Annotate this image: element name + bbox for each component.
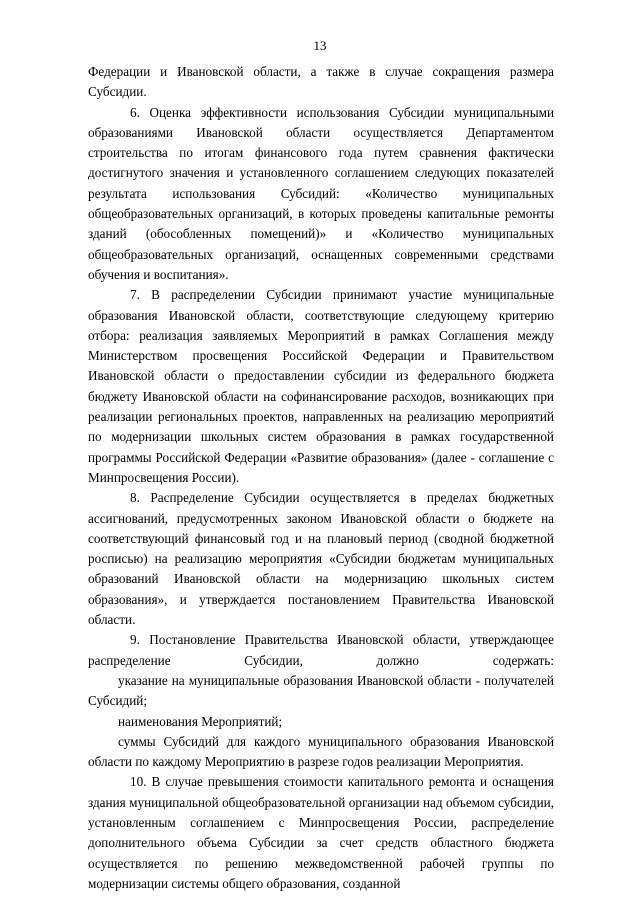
paragraph-9: 9. Постановление Правительства Ивановской области, утверждающее распределение Субсидии, должно содержать: bbox=[88, 632, 554, 668]
page-number: 13 bbox=[313, 38, 327, 53]
paragraph-9-item-a: указание на муниципальные образования Ивановской области - получателей Субсидий; bbox=[88, 672, 554, 709]
paragraph-continuation: Федерации и Ивановской области, а также в случае сокращения размера Субсидии. bbox=[88, 64, 554, 100]
paragraph-9-item-c: суммы Субсидий для каждого муниципального образования Ивановской области по каждому Мероприятию в разрезе годов реализации Мероприятия. bbox=[88, 733, 554, 770]
paragraph-7: 7. В распределении Субсидии принимают участие муниципальные образования Ивановской области, соответствующие следующему критерию отбора: реализация заявляемых Мероприятий в рамках Соглашения между Министерством просвещения Российской Федерации и Правительством Ивановской области о предоставлении субсидии из федерального бюджета бюджету Ивановской области на софинансирование расходов, возникающих при реализации региональных проектов, направленных на реализацию мероприятий по модернизации школьных систем образования в рамках государственной программы Российской Федерации «Развитие образования» (далее - соглашение с Минпросвещения России). bbox=[88, 287, 554, 485]
paragraph-10: 10. В случае превышения стоимости капитального ремонта и оснащения здания муниципальной общеобразовательной организации над объемом субсидии, установленным соглашением с Минпросвещения России, распределение дополнительного объема Субсидии за счет средств областного бюджета осуществляется по решению межведомственной рабочей группы по модернизации системы общего образования, созданной bbox=[88, 774, 554, 891]
paragraph-8: 8. Распределение Субсидии осуществляется в пределах бюджетных ассигнований, предусмотренных законом Ивановской области о бюджете на соответствующий финансовый год и на плановый период (сводной бюджетной росписью) на реализацию мероприятия «Субсидии бюджетам муниципальных образований Ивановской области на модернизацию школьных систем образования», и утверждается постановлением Правительства Ивановской области. bbox=[88, 490, 554, 628]
paragraph-9-item-b: наименования Мероприятий; bbox=[118, 713, 283, 729]
paragraph-6: 6. Оценка эффективности использования Субсидии муниципальными образованиями Ивановской области осуществляется Департаментом строительства по итогам финансового года путем сравнения фактически достигнутого значения и установленного соглашением следующих показателей результата использования Субсидий: «Количество муниципальных общеобразовательных организаций, в которых проведены капитальные ремонты зданий (обособленных помещений)» и «Количество муниципальных общеобразовательных организаций, оснащенных современными средствами обучения и воспитания». bbox=[88, 104, 554, 282]
document-body bbox=[88, 62, 554, 894]
